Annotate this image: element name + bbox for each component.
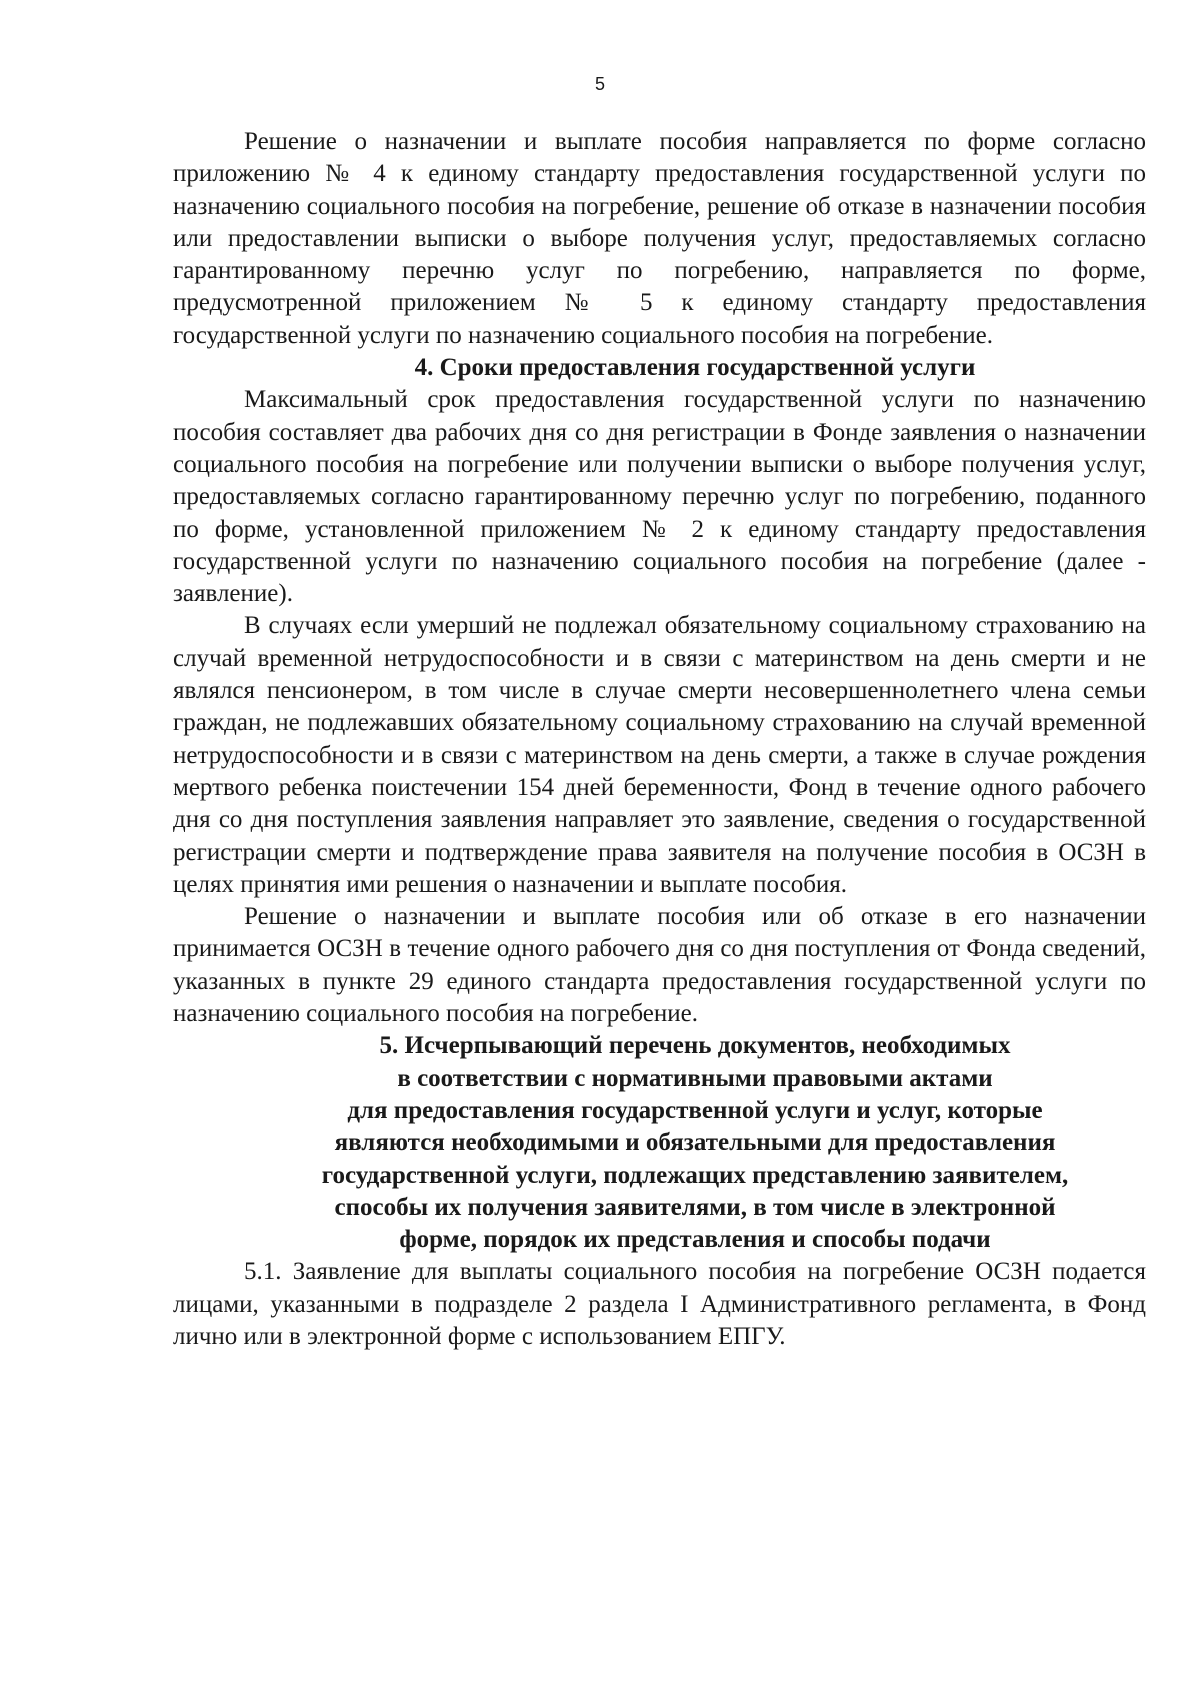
section-5-heading-line: в соответствии с нормативными правовыми актами — [397, 1064, 993, 1092]
section-5-heading-line: 5. Исчерпывающий перечень документов, необходимых — [379, 1032, 1011, 1060]
page-number: 5 — [594, 74, 605, 94]
section-5-heading-line: форме, порядок их представления и способы подачи — [399, 1226, 991, 1254]
section-5-heading-line: являются необходимыми и обязательными для предоставления — [334, 1129, 1056, 1157]
section-5-heading-line: государственной услуги, подлежащих представлению заявителем, — [321, 1161, 1069, 1189]
section-4-heading: 4. Сроки предоставления государственной услуги — [414, 354, 976, 382]
paragraph-max-term: Максимальный срок предоставления государственной услуги по назначению пособия составляет два рабочих дня со дня регистрации в Фонде заявления о назначении социального пособия на погребение или получении выписки о выборе получения услуг, предоставляемых согласно гарантированному перечню услуг по погребению, поданного по форме, установленной приложением № 2 к единому стандарту предоставления государственной услуги по назначению социального пособия на погребение (далее - заявление). — [173, 386, 1146, 608]
paragraph-5-1: 5.1. Заявление для выплаты социального пособия на погребение ОСЗН подается лицами, указанными в подразделе 2 раздела I Административного регламента, в Фонд лично или в электронной форме с использованием ЕПГУ. — [173, 1258, 1146, 1350]
section-5-heading-line: для предоставления государственной услуги и услуг, которые — [347, 1096, 1043, 1124]
page-content — [173, 126, 1146, 1353]
paragraph-decision-form: Решение о назначении и выплате пособия направляется по форме согласно приложению № 4 к единому стандарту предоставления государственной услуги по назначению социального пособия на погребение, решение об отказе в назначении пособия или предоставлении выписки о выборе получения услуг, предоставляемых согласно гарантированному перечню услуг по погребению, направляется по форме, предусмотренной приложением № 5 к единому стандарту предоставления государственной услуги по назначению социального пособия на погребение. — [173, 128, 1146, 349]
section-5-heading-line: способы их получения заявителями, в том числе в электронной — [334, 1193, 1056, 1221]
paragraph-uninsured-cases: В случаях если умерший не подлежал обязательному социальному страхованию на случай временной нетрудоспособности и в связи с материнством на день смерти и не являлся пенсионером, в том числе в случае смерти несовершеннолетнего члена семьи граждан, не подлежавших обязательному социальному страхованию на случай временной нетрудоспособности и в связи с материнством на день смерти, а также в случае рождения мертвого ребенка поистечении 154 дней беременности, Фонд в течение одного рабочего дня со дня поступления заявления направляет это заявление, сведения о государственной регистрации смерти и подтверждение права заявителя на получение пособия в ОСЗН в целях принятия ими решения о назначении и выплате пособия. — [173, 612, 1146, 898]
paragraph-oszn-decision: Решение о назначении и выплате пособия или об отказе в его назначении принимается ОСЗН в течение одного рабочего дня со дня поступления от Фонда сведений, указанных в пункте 29 единого стандарта предоставления государственной услуги по назначению социального пособия на погребение. — [173, 903, 1146, 1028]
section-5-heading — [173, 1030, 1146, 1256]
